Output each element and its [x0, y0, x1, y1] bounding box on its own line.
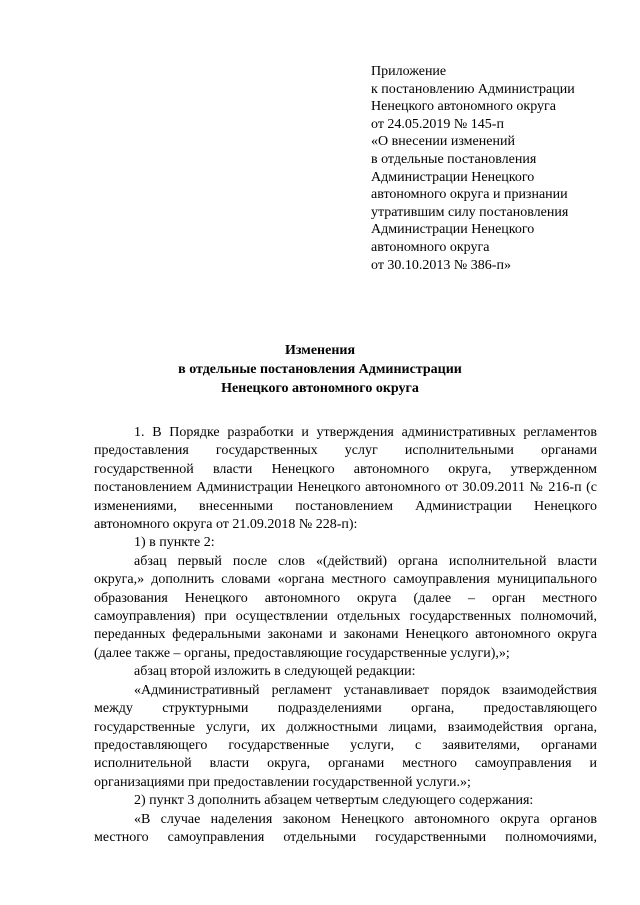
appendix-line: автономного округа и признании [371, 187, 568, 203]
appendix-line: в отдельные постановления [371, 151, 537, 167]
body-paragraph: 1. В Порядке разработки и утверждения административных регламентов предоставления государственных услуг исполнительными органами государственной власти Ненецкого автономного округа, утвержденном постановлением Администрации Ненецкого автономного от 30.09.2011 № 216-п (с изменениями, внесенными постановлением Администрации Ненецкого автономного округа от 21.09.2018 № 228-п): [94, 425, 597, 533]
body-paragraph: «Административный регламент устанавливает порядок взаимодействия между структурными подразделениями органа, предоставляющего государственные услуги, их должностными лицами, взаимодействия органа, предоставляющего государственные услуги, с заявителями, органами исполнительной власти округа, органами местного самоуправления и организациями при предоставлении государственной услуги.»; [94, 682, 597, 790]
appendix-line: «О внесении изменений [371, 134, 515, 150]
body-paragraph: 1) в пункте 2: [134, 535, 215, 551]
body-paragraph: 2) пункт 3 дополнить абзацем четвертым следующего содержания: [134, 793, 534, 809]
appendix-line: Администрации Ненецкого [371, 222, 535, 238]
appendix-line: от 30.10.2013 № 386-п» [371, 257, 511, 273]
appendix-line: от 24.05.2019 № 145-п [371, 116, 504, 132]
appendix-line: автономного округа [371, 239, 490, 255]
document-title [0, 341, 640, 398]
appendix-line: к постановлению Администрации [371, 81, 575, 97]
title-line: Ненецкого автономного округа [221, 381, 419, 396]
appendix-line: Приложение [371, 64, 447, 79]
appendix-line: Администрации Ненецкого [371, 169, 535, 185]
body-paragraph: абзац первый после слов «(действий) органа исполнительной власти округа,» дополнить словами «органа местного самоуправления муниципального образования Ненецкого автономного округа (далее – орган местного самоуправления) при осуществлении отдельных государственных полномочий, переданных федеральными законами и законами Ненецкого автономного округа (далее также – органы, предоставляющие государственные услуги),»; [94, 553, 597, 661]
body-paragraph: «В случае наделения законом Ненецкого автономного округа органов местного самоуправления отдельными государственными полномочиями, [94, 811, 597, 845]
appendix-line: Ненецкого автономного округа [371, 99, 556, 115]
appendix-line: утратившим силу постановления [371, 204, 569, 220]
document-body [94, 424, 597, 847]
body-paragraph: абзац второй изложить в следующей редакции: [134, 664, 416, 680]
appendix-header [371, 63, 633, 274]
title-line: Изменения [284, 343, 356, 358]
title-line: в отдельные постановления Администрации [178, 362, 462, 377]
